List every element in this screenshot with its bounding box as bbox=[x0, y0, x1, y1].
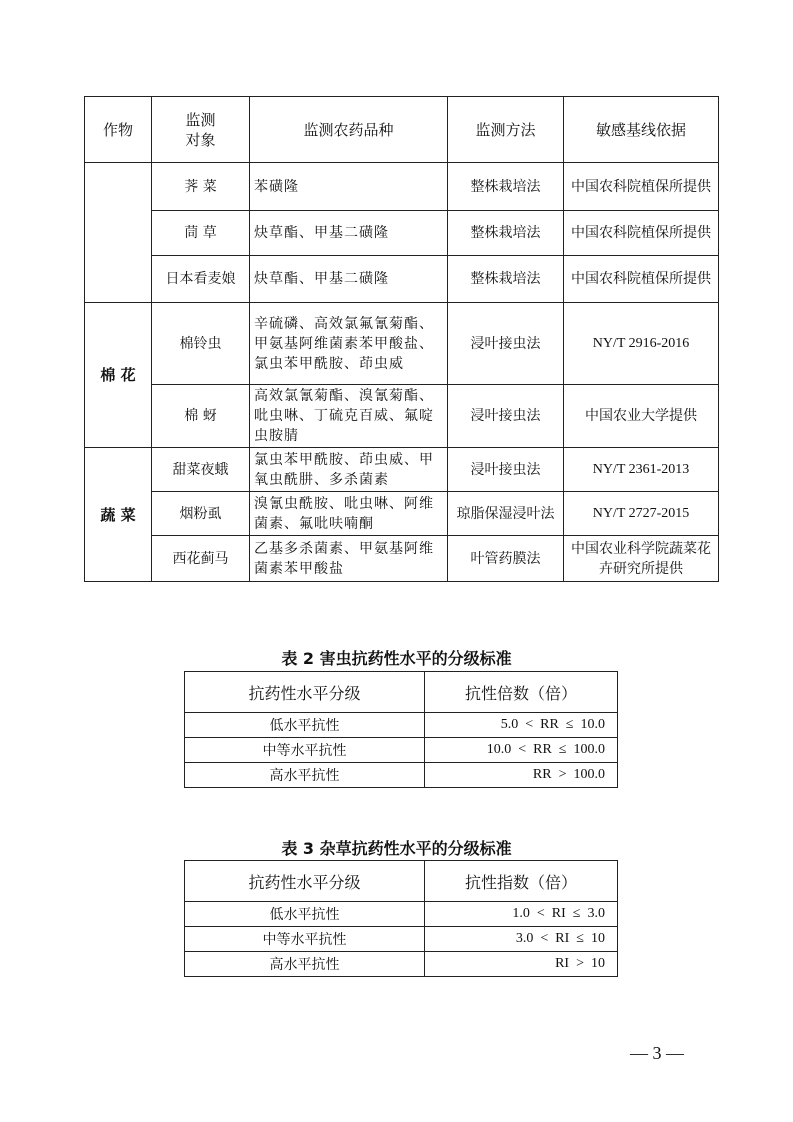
basis-cell: 中国农业科学院蔬菜花卉研究所提供 bbox=[564, 536, 719, 582]
pesticides-cell: 乙基多杀菌素、甲氨基阿维菌素苯甲酸盐 bbox=[250, 536, 448, 582]
level-cell: 高水平抗性 bbox=[185, 763, 425, 788]
table-row bbox=[185, 902, 618, 927]
pesticides-cell: 高效氯氰菊酯、溴氰菊酯、吡虫啉、丁硫克百威、氟啶虫胺腈 bbox=[250, 385, 448, 448]
basis-cell: 中国农科院植保所提供 bbox=[564, 256, 719, 303]
monitoring-table bbox=[84, 96, 719, 582]
pesticides-cell: 炔草酯、甲基二磺隆 bbox=[250, 256, 448, 303]
table-row bbox=[185, 713, 618, 738]
method-cell: 整株栽培法 bbox=[448, 163, 564, 211]
target-cell: 荠 菜 bbox=[152, 163, 250, 211]
table-row bbox=[85, 256, 719, 303]
value-cell: RR > 100.0 bbox=[425, 763, 618, 788]
pesticides-cell: 苯磺隆 bbox=[250, 163, 448, 211]
table-header-row bbox=[85, 97, 719, 163]
value-cell: 3.0 < RI ≤ 10 bbox=[425, 927, 618, 952]
target-cell: 烟粉虱 bbox=[152, 492, 250, 536]
table-row bbox=[85, 448, 719, 492]
table-row bbox=[85, 385, 719, 448]
method-cell: 整株栽培法 bbox=[448, 256, 564, 303]
table-row bbox=[85, 211, 719, 256]
value-cell: 1.0 < RI ≤ 3.0 bbox=[425, 902, 618, 927]
header-ratio: 抗性倍数（倍） bbox=[425, 672, 618, 713]
basis-cell: NY/T 2916-2016 bbox=[564, 303, 719, 385]
level-cell: 低水平抗性 bbox=[185, 713, 425, 738]
target-cell: 棉 蚜 bbox=[152, 385, 250, 448]
table-header-row bbox=[185, 861, 618, 902]
method-cell: 浸叶接虫法 bbox=[448, 303, 564, 385]
table-row bbox=[185, 927, 618, 952]
pesticides-cell: 辛硫磷、高效氯氟氰菊酯、甲氨基阿维菌素苯甲酸盐、氯虫苯甲酰胺、茚虫威 bbox=[250, 303, 448, 385]
header-target: 监测 对象 bbox=[152, 97, 250, 163]
target-cell: 甜菜夜蛾 bbox=[152, 448, 250, 492]
table-row bbox=[185, 952, 618, 977]
pesticides-cell: 炔草酯、甲基二磺隆 bbox=[250, 211, 448, 256]
method-cell: 浸叶接虫法 bbox=[448, 448, 564, 492]
level-cell: 高水平抗性 bbox=[185, 952, 425, 977]
table-row bbox=[85, 303, 719, 385]
table-row bbox=[85, 163, 719, 211]
header-method: 监测方法 bbox=[448, 97, 564, 163]
table-header-row bbox=[185, 672, 618, 713]
header-level: 抗药性水平分级 bbox=[185, 672, 425, 713]
level-cell: 低水平抗性 bbox=[185, 902, 425, 927]
pesticides-cell: 溴氰虫酰胺、吡虫啉、阿维菌素、氟吡呋喃酮 bbox=[250, 492, 448, 536]
crop-cell-empty bbox=[85, 163, 152, 303]
crop-cell-vegetable: 蔬 菜 bbox=[85, 448, 152, 582]
level-cell: 中等水平抗性 bbox=[185, 927, 425, 952]
table2-caption: 表 2 害虫抗药性水平的分级标准 bbox=[281, 649, 512, 668]
method-cell: 叶管药膜法 bbox=[448, 536, 564, 582]
value-cell: 10.0 < RR ≤ 100.0 bbox=[425, 738, 618, 763]
header-index: 抗性指数（倍） bbox=[425, 861, 618, 902]
header-pesticides: 监测农药品种 bbox=[250, 97, 448, 163]
pest-resistance-table bbox=[184, 671, 618, 788]
target-cell: 日本看麦娘 bbox=[152, 256, 250, 303]
table-row bbox=[185, 738, 618, 763]
target-cell: 西花蓟马 bbox=[152, 536, 250, 582]
table3-caption: 表 3 杂草抗药性水平的分级标准 bbox=[281, 839, 512, 858]
method-cell: 琼脂保湿浸叶法 bbox=[448, 492, 564, 536]
level-cell: 中等水平抗性 bbox=[185, 738, 425, 763]
basis-cell: NY/T 2361-2013 bbox=[564, 448, 719, 492]
header-basis: 敏感基线依据 bbox=[564, 97, 719, 163]
header-crop: 作物 bbox=[85, 97, 152, 163]
basis-cell: NY/T 2727-2015 bbox=[564, 492, 719, 536]
table-row bbox=[185, 763, 618, 788]
weed-resistance-table bbox=[184, 860, 618, 977]
value-cell: RI > 10 bbox=[425, 952, 618, 977]
value-cell: 5.0 < RR ≤ 10.0 bbox=[425, 713, 618, 738]
target-cell: 茼 草 bbox=[152, 211, 250, 256]
basis-cell: 中国农业大学提供 bbox=[564, 385, 719, 448]
target-cell: 棉铃虫 bbox=[152, 303, 250, 385]
pesticides-cell: 氯虫苯甲酰胺、茚虫威、甲氧虫酰肼、多杀菌素 bbox=[250, 448, 448, 492]
basis-cell: 中国农科院植保所提供 bbox=[564, 211, 719, 256]
table-row bbox=[85, 536, 719, 582]
method-cell: 整株栽培法 bbox=[448, 211, 564, 256]
basis-cell: 中国农科院植保所提供 bbox=[564, 163, 719, 211]
method-cell: 浸叶接虫法 bbox=[448, 385, 564, 448]
page-number: — 3 — bbox=[630, 1043, 684, 1063]
table-row bbox=[85, 492, 719, 536]
crop-cell-cotton: 棉 花 bbox=[85, 303, 152, 448]
header-level: 抗药性水平分级 bbox=[185, 861, 425, 902]
